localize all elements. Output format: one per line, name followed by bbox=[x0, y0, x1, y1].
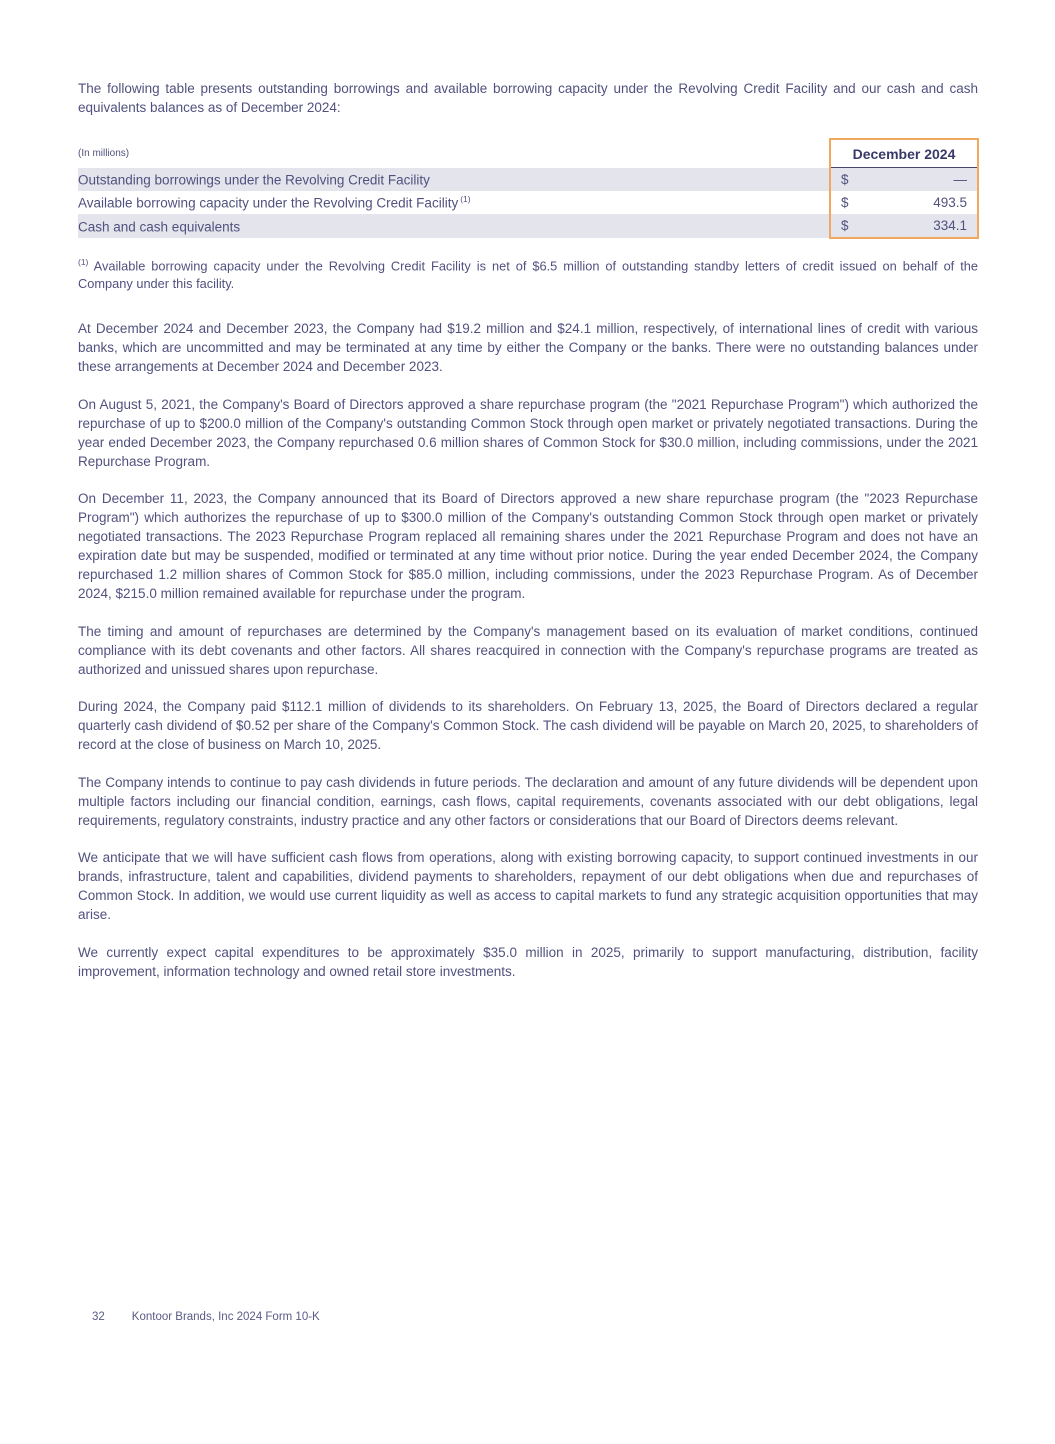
row-value: — bbox=[953, 172, 967, 187]
row-label-text: Outstanding borrowings under the Revolving Credit Facility bbox=[78, 172, 430, 188]
row-value-cell bbox=[830, 214, 978, 238]
table-row bbox=[78, 191, 978, 214]
table-header-row bbox=[78, 139, 978, 168]
paragraph-2023-repurchase-program: On December 11, 2023, the Company announced that its Board of Directors approved a new share repurchase program (the "2023 Repurchase Program") which authorizes the repurchase of up to $300.0 million of the Company's outstanding Common Stock through open market or privately negotiated transactions. The 2023 Repurchase Program replaced all remaining shares under the 2021 Repurchase Program and does not have an expiration date but may be suspended, modified or terminated at any time without prior notice. During the year ended December 2024, the Company repurchased 1.2 million shares of Common Stock for $85.0 million, including commissions, under the 2023 Repurchase Program. As of December 2024, $215.0 million remained available for repurchase under the program. bbox=[78, 491, 978, 602]
document-title: Kontoor Brands, Inc 2024 Form 10-K bbox=[131, 1311, 320, 1323]
table-row bbox=[78, 214, 978, 238]
footnote-text: Available borrowing capacity under the Revolving Credit Facility is net of $6.5 million of outstanding standby letters of credit issued on behalf of the Company under this facility. bbox=[78, 258, 978, 292]
footnote-marker: (1) bbox=[78, 257, 89, 267]
paragraph-repurchase-timing: The timing and amount of repurchases are determined by the Company's management based on its evaluation of market conditions, continued compliance with its debt covenants and other factors. All shares reacquired in connection with the Company's repurchase programs are treated as authorized and unissued shares upon repurchase. bbox=[78, 623, 978, 677]
borrowings-table bbox=[78, 138, 979, 239]
row-value: 334.1 bbox=[933, 218, 967, 233]
paragraph-2021-repurchase-program: On August 5, 2021, the Company's Board of Directors approved a share repurchase program (the "2021 Repurchase Program") which authorized the repurchase of up to $200.0 million of the Company's outstanding Common Stock through open market or privately negotiated transactions. During the year ended December 2023, the Company repurchased 0.6 million shares of Common Stock for $30.0 million, including commissions, under the 2021 Repurchase Program. bbox=[78, 396, 978, 469]
currency-symbol: $ bbox=[841, 195, 849, 210]
column-header-december-2024: December 2024 bbox=[830, 139, 978, 168]
row-label bbox=[78, 214, 830, 238]
row-value-cell bbox=[830, 168, 978, 192]
page-number: 32 bbox=[92, 1311, 105, 1323]
currency-symbol: $ bbox=[841, 218, 849, 233]
table-row bbox=[78, 168, 978, 192]
row-label bbox=[78, 168, 830, 192]
currency-symbol: $ bbox=[841, 172, 849, 187]
units-label: (In millions) bbox=[78, 147, 130, 159]
row-value-cell bbox=[830, 191, 978, 214]
paragraph-dividends-paid: During 2024, the Company paid $112.1 million of dividends to its shareholders. On February 13, 2025, the Board of Directors declared a regular quarterly cash dividend of $0.52 per share of the Company's Common Stock. The cash dividend will be payable on March 20, 2025, to shareholders of record at the close of business on March 10, 2025. bbox=[78, 699, 978, 753]
paragraph-cash-flows-outlook: We anticipate that we will have sufficient cash flows from operations, along with existing borrowing capacity, to support continued investments in our brands, infrastructure, talent and capabilities, dividend payments to shareholders, repayment of our debt obligations when due and repurchases of Common Stock. In addition, we would use current liquidity as well as access to capital markets to fund any strategic acquisition opportunities that may arise. bbox=[78, 850, 978, 923]
row-value: 493.5 bbox=[933, 195, 967, 210]
page-footer bbox=[78, 1311, 320, 1323]
intro-paragraph: The following table presents outstanding borrowings and available borrowing capacity under the Revolving Credit Facility and our cash and cash equivalents balances as of December 2024: bbox=[78, 81, 978, 115]
table-footnote bbox=[78, 253, 978, 293]
paragraph-international-lines: At December 2024 and December 2023, the Company had $19.2 million and $24.1 million, respectively, of international lines of credit with various banks, which are uncommitted and may be terminated at any time by either the Company or the banks. There were no outstanding balances under these arrangements at December 2024 and December 2023. bbox=[78, 321, 978, 375]
paragraph-capital-expenditures: We currently expect capital expenditures to be approximately $35.0 million in 2025, primarily to support manufacturing, distribution, facility improvement, information technology and owned retail store investments. bbox=[78, 944, 978, 979]
row-label-text: Available borrowing capacity under the Revolving Credit Facility bbox=[78, 195, 459, 211]
row-label bbox=[78, 191, 830, 214]
paragraph-future-dividends: The Company intends to continue to pay cash dividends in future periods. The declaration and amount of any future dividends will be dependent upon multiple factors including our financial condition, earnings, cash flows, capital requirements, covenants associated with our debt obligations, legal requirements, regulatory constraints, industry practice and any other factors or considerations that our Board of Directors deems relevant. bbox=[78, 774, 978, 828]
row-footnote-marker: (1) bbox=[460, 194, 471, 205]
row-label-text: Cash and cash equivalents bbox=[78, 219, 241, 235]
